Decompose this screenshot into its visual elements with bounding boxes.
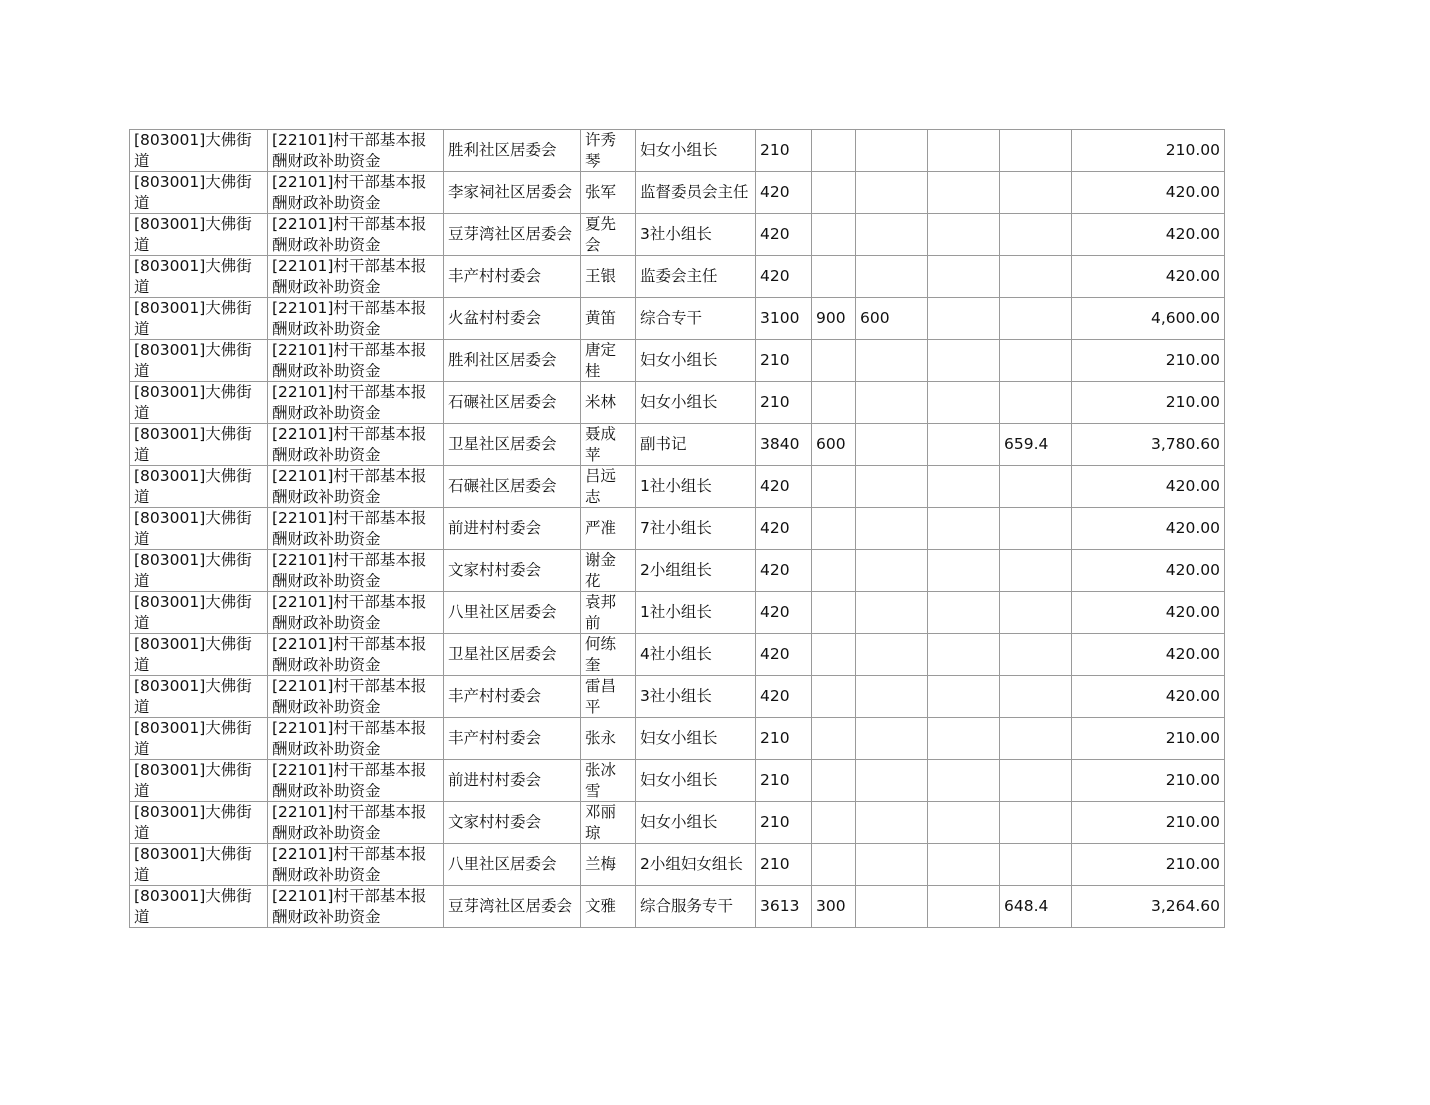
street-cell: [803001]大佛街道 <box>130 886 268 928</box>
total-amount-cell: 420.00 <box>1072 676 1225 718</box>
deduction-cell <box>1000 298 1072 340</box>
committee-cell: 文家村村委会 <box>444 802 581 844</box>
total-amount-cell: 420.00 <box>1072 256 1225 298</box>
committee-cell: 豆芽湾社区居委会 <box>444 214 581 256</box>
table-row <box>130 466 1225 508</box>
deduction-cell <box>1000 382 1072 424</box>
base-pay-cell: 210 <box>756 340 812 382</box>
allowance-cell <box>812 634 856 676</box>
table-row <box>130 760 1225 802</box>
fund-item-cell: [22101]村干部基本报酬财政补助资金 <box>268 508 444 550</box>
person-name-cell: 许秀琴 <box>581 130 636 172</box>
payroll-table-body <box>130 130 1225 928</box>
subsidy-cell <box>856 382 928 424</box>
total-amount-cell: 210.00 <box>1072 382 1225 424</box>
other-cell <box>928 802 1000 844</box>
deduction-cell <box>1000 802 1072 844</box>
street-cell: [803001]大佛街道 <box>130 550 268 592</box>
other-cell <box>928 760 1000 802</box>
total-amount-cell: 210.00 <box>1072 760 1225 802</box>
allowance-cell <box>812 172 856 214</box>
base-pay-cell: 3100 <box>756 298 812 340</box>
subsidy-cell <box>856 718 928 760</box>
subsidy-cell <box>856 634 928 676</box>
person-name-cell: 唐定桂 <box>581 340 636 382</box>
committee-cell: 卫星社区居委会 <box>444 634 581 676</box>
allowance-cell <box>812 802 856 844</box>
deduction-cell <box>1000 340 1072 382</box>
table-row <box>130 298 1225 340</box>
subsidy-cell <box>856 256 928 298</box>
base-pay-cell: 420 <box>756 550 812 592</box>
fund-item-cell: [22101]村干部基本报酬财政补助资金 <box>268 340 444 382</box>
fund-item-cell: [22101]村干部基本报酬财政补助资金 <box>268 256 444 298</box>
other-cell <box>928 886 1000 928</box>
table-row <box>130 340 1225 382</box>
committee-cell: 八里社区居委会 <box>444 844 581 886</box>
position-cell: 综合服务专干 <box>636 886 756 928</box>
position-cell: 综合专干 <box>636 298 756 340</box>
person-name-cell: 王银 <box>581 256 636 298</box>
person-name-cell: 米林 <box>581 382 636 424</box>
other-cell <box>928 508 1000 550</box>
street-cell: [803001]大佛街道 <box>130 172 268 214</box>
position-cell: 2小组组长 <box>636 550 756 592</box>
street-cell: [803001]大佛街道 <box>130 382 268 424</box>
base-pay-cell: 210 <box>756 844 812 886</box>
allowance-cell <box>812 592 856 634</box>
person-name-cell: 文雅 <box>581 886 636 928</box>
allowance-cell <box>812 844 856 886</box>
subsidy-cell <box>856 844 928 886</box>
deduction-cell <box>1000 592 1072 634</box>
deduction-cell <box>1000 508 1072 550</box>
fund-item-cell: [22101]村干部基本报酬财政补助资金 <box>268 424 444 466</box>
deduction-cell <box>1000 760 1072 802</box>
deduction-cell <box>1000 718 1072 760</box>
other-cell <box>928 592 1000 634</box>
base-pay-cell: 420 <box>756 508 812 550</box>
street-cell: [803001]大佛街道 <box>130 130 268 172</box>
position-cell: 监督委员会主任 <box>636 172 756 214</box>
total-amount-cell: 210.00 <box>1072 718 1225 760</box>
person-name-cell: 聂成苹 <box>581 424 636 466</box>
table-row <box>130 592 1225 634</box>
base-pay-cell: 210 <box>756 130 812 172</box>
table-row <box>130 424 1225 466</box>
person-name-cell: 黄笛 <box>581 298 636 340</box>
other-cell <box>928 256 1000 298</box>
table-row <box>130 508 1225 550</box>
street-cell: [803001]大佛街道 <box>130 634 268 676</box>
street-cell: [803001]大佛街道 <box>130 424 268 466</box>
other-cell <box>928 214 1000 256</box>
fund-item-cell: [22101]村干部基本报酬财政补助资金 <box>268 718 444 760</box>
deduction-cell <box>1000 214 1072 256</box>
deduction-cell <box>1000 130 1072 172</box>
allowance-cell <box>812 130 856 172</box>
fund-item-cell: [22101]村干部基本报酬财政补助资金 <box>268 466 444 508</box>
table-row <box>130 676 1225 718</box>
person-name-cell: 张冰雪 <box>581 760 636 802</box>
position-cell: 2小组妇女组长 <box>636 844 756 886</box>
street-cell: [803001]大佛街道 <box>130 256 268 298</box>
base-pay-cell: 420 <box>756 214 812 256</box>
table-row <box>130 718 1225 760</box>
base-pay-cell: 210 <box>756 760 812 802</box>
other-cell <box>928 676 1000 718</box>
street-cell: [803001]大佛街道 <box>130 802 268 844</box>
person-name-cell: 张永 <box>581 718 636 760</box>
total-amount-cell: 420.00 <box>1072 466 1225 508</box>
person-name-cell: 雷昌平 <box>581 676 636 718</box>
allowance-cell <box>812 256 856 298</box>
person-name-cell: 严准 <box>581 508 636 550</box>
committee-cell: 火盆村村委会 <box>444 298 581 340</box>
deduction-cell <box>1000 676 1072 718</box>
position-cell: 7社小组长 <box>636 508 756 550</box>
payroll-table <box>129 129 1225 928</box>
table-row <box>130 256 1225 298</box>
subsidy-cell <box>856 214 928 256</box>
fund-item-cell: [22101]村干部基本报酬财政补助资金 <box>268 214 444 256</box>
committee-cell: 石碾社区居委会 <box>444 466 581 508</box>
subsidy-cell <box>856 172 928 214</box>
other-cell <box>928 424 1000 466</box>
base-pay-cell: 210 <box>756 382 812 424</box>
total-amount-cell: 420.00 <box>1072 550 1225 592</box>
committee-cell: 李家祠社区居委会 <box>444 172 581 214</box>
person-name-cell: 袁邦前 <box>581 592 636 634</box>
position-cell: 妇女小组长 <box>636 760 756 802</box>
committee-cell: 前进村村委会 <box>444 508 581 550</box>
deduction-cell: 648.4 <box>1000 886 1072 928</box>
street-cell: [803001]大佛街道 <box>130 298 268 340</box>
total-amount-cell: 4,600.00 <box>1072 298 1225 340</box>
base-pay-cell: 420 <box>756 676 812 718</box>
deduction-cell <box>1000 466 1072 508</box>
other-cell <box>928 382 1000 424</box>
street-cell: [803001]大佛街道 <box>130 718 268 760</box>
allowance-cell <box>812 760 856 802</box>
position-cell: 1社小组长 <box>636 466 756 508</box>
street-cell: [803001]大佛街道 <box>130 760 268 802</box>
position-cell: 监委会主任 <box>636 256 756 298</box>
table-row <box>130 130 1225 172</box>
committee-cell: 丰产村村委会 <box>444 676 581 718</box>
other-cell <box>928 172 1000 214</box>
table-row <box>130 214 1225 256</box>
subsidy-cell <box>856 340 928 382</box>
allowance-cell: 300 <box>812 886 856 928</box>
deduction-cell <box>1000 550 1072 592</box>
other-cell <box>928 844 1000 886</box>
person-name-cell: 兰梅 <box>581 844 636 886</box>
table-row <box>130 844 1225 886</box>
position-cell: 副书记 <box>636 424 756 466</box>
other-cell <box>928 466 1000 508</box>
subsidy-cell <box>856 130 928 172</box>
subsidy-cell <box>856 550 928 592</box>
subsidy-cell: 600 <box>856 298 928 340</box>
position-cell: 妇女小组长 <box>636 382 756 424</box>
committee-cell: 丰产村村委会 <box>444 718 581 760</box>
fund-item-cell: [22101]村干部基本报酬财政补助资金 <box>268 382 444 424</box>
fund-item-cell: [22101]村干部基本报酬财政补助资金 <box>268 550 444 592</box>
position-cell: 妇女小组长 <box>636 718 756 760</box>
deduction-cell <box>1000 634 1072 676</box>
total-amount-cell: 420.00 <box>1072 172 1225 214</box>
subsidy-cell <box>856 886 928 928</box>
position-cell: 1社小组长 <box>636 592 756 634</box>
table-row <box>130 550 1225 592</box>
base-pay-cell: 420 <box>756 172 812 214</box>
position-cell: 妇女小组长 <box>636 340 756 382</box>
other-cell <box>928 298 1000 340</box>
base-pay-cell: 420 <box>756 256 812 298</box>
fund-item-cell: [22101]村干部基本报酬财政补助资金 <box>268 592 444 634</box>
base-pay-cell: 420 <box>756 466 812 508</box>
total-amount-cell: 210.00 <box>1072 130 1225 172</box>
person-name-cell: 邓丽琼 <box>581 802 636 844</box>
committee-cell: 丰产村村委会 <box>444 256 581 298</box>
committee-cell: 文家村村委会 <box>444 550 581 592</box>
table-row <box>130 382 1225 424</box>
base-pay-cell: 210 <box>756 718 812 760</box>
street-cell: [803001]大佛街道 <box>130 466 268 508</box>
fund-item-cell: [22101]村干部基本报酬财政补助资金 <box>268 298 444 340</box>
deduction-cell <box>1000 844 1072 886</box>
fund-item-cell: [22101]村干部基本报酬财政补助资金 <box>268 634 444 676</box>
allowance-cell: 600 <box>812 424 856 466</box>
street-cell: [803001]大佛街道 <box>130 592 268 634</box>
subsidy-cell <box>856 592 928 634</box>
total-amount-cell: 210.00 <box>1072 844 1225 886</box>
position-cell: 妇女小组长 <box>636 130 756 172</box>
subsidy-cell <box>856 424 928 466</box>
allowance-cell <box>812 718 856 760</box>
table-row <box>130 634 1225 676</box>
subsidy-cell <box>856 508 928 550</box>
base-pay-cell: 3613 <box>756 886 812 928</box>
position-cell: 妇女小组长 <box>636 802 756 844</box>
position-cell: 3社小组长 <box>636 676 756 718</box>
other-cell <box>928 550 1000 592</box>
other-cell <box>928 130 1000 172</box>
total-amount-cell: 420.00 <box>1072 214 1225 256</box>
street-cell: [803001]大佛街道 <box>130 508 268 550</box>
other-cell <box>928 718 1000 760</box>
subsidy-cell <box>856 466 928 508</box>
committee-cell: 豆芽湾社区居委会 <box>444 886 581 928</box>
allowance-cell <box>812 214 856 256</box>
committee-cell: 八里社区居委会 <box>444 592 581 634</box>
total-amount-cell: 420.00 <box>1072 634 1225 676</box>
allowance-cell <box>812 550 856 592</box>
allowance-cell <box>812 340 856 382</box>
allowance-cell <box>812 508 856 550</box>
allowance-cell <box>812 676 856 718</box>
total-amount-cell: 210.00 <box>1072 802 1225 844</box>
fund-item-cell: [22101]村干部基本报酬财政补助资金 <box>268 130 444 172</box>
deduction-cell <box>1000 256 1072 298</box>
fund-item-cell: [22101]村干部基本报酬财政补助资金 <box>268 802 444 844</box>
other-cell <box>928 340 1000 382</box>
street-cell: [803001]大佛街道 <box>130 844 268 886</box>
total-amount-cell: 3,780.60 <box>1072 424 1225 466</box>
base-pay-cell: 420 <box>756 634 812 676</box>
position-cell: 3社小组长 <box>636 214 756 256</box>
base-pay-cell: 210 <box>756 802 812 844</box>
deduction-cell: 659.4 <box>1000 424 1072 466</box>
other-cell <box>928 634 1000 676</box>
street-cell: [803001]大佛街道 <box>130 340 268 382</box>
person-name-cell: 何练奎 <box>581 634 636 676</box>
committee-cell: 卫星社区居委会 <box>444 424 581 466</box>
street-cell: [803001]大佛街道 <box>130 214 268 256</box>
person-name-cell: 吕远志 <box>581 466 636 508</box>
street-cell: [803001]大佛街道 <box>130 676 268 718</box>
allowance-cell: 900 <box>812 298 856 340</box>
allowance-cell <box>812 466 856 508</box>
total-amount-cell: 420.00 <box>1072 592 1225 634</box>
fund-item-cell: [22101]村干部基本报酬财政补助资金 <box>268 760 444 802</box>
committee-cell: 胜利社区居委会 <box>444 340 581 382</box>
subsidy-cell <box>856 802 928 844</box>
table-row <box>130 886 1225 928</box>
base-pay-cell: 420 <box>756 592 812 634</box>
total-amount-cell: 3,264.60 <box>1072 886 1225 928</box>
committee-cell: 胜利社区居委会 <box>444 130 581 172</box>
subsidy-cell <box>856 676 928 718</box>
table-row <box>130 802 1225 844</box>
position-cell: 4社小组长 <box>636 634 756 676</box>
total-amount-cell: 420.00 <box>1072 508 1225 550</box>
person-name-cell: 谢金花 <box>581 550 636 592</box>
person-name-cell: 张军 <box>581 172 636 214</box>
allowance-cell <box>812 382 856 424</box>
person-name-cell: 夏先会 <box>581 214 636 256</box>
fund-item-cell: [22101]村干部基本报酬财政补助资金 <box>268 886 444 928</box>
committee-cell: 石碾社区居委会 <box>444 382 581 424</box>
base-pay-cell: 3840 <box>756 424 812 466</box>
deduction-cell <box>1000 172 1072 214</box>
table-row <box>130 172 1225 214</box>
fund-item-cell: [22101]村干部基本报酬财政补助资金 <box>268 676 444 718</box>
total-amount-cell: 210.00 <box>1072 340 1225 382</box>
fund-item-cell: [22101]村干部基本报酬财政补助资金 <box>268 844 444 886</box>
committee-cell: 前进村村委会 <box>444 760 581 802</box>
subsidy-cell <box>856 760 928 802</box>
fund-item-cell: [22101]村干部基本报酬财政补助资金 <box>268 172 444 214</box>
